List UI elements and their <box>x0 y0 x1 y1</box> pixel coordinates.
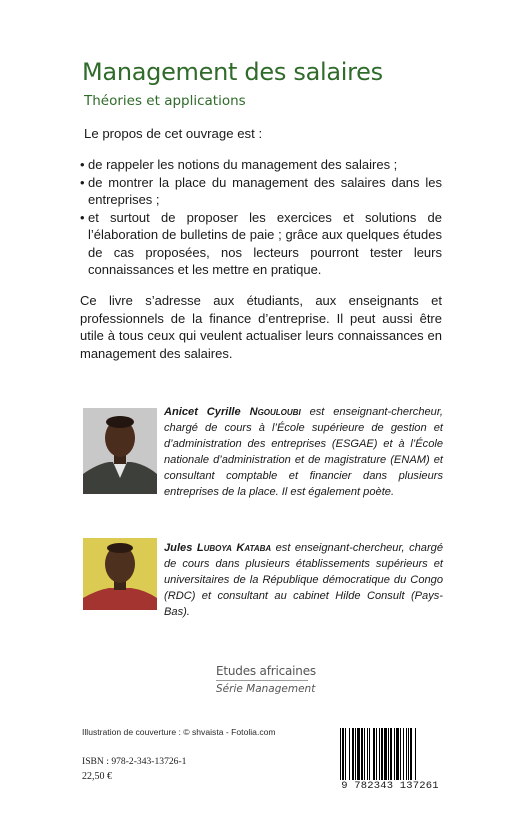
author-first-name: Anicet Cyrille <box>164 406 241 418</box>
purpose-item: • de montrer la place du management des salaires dans les entreprises ; <box>80 174 442 209</box>
barcode-bar <box>355 728 356 780</box>
barcode-bar <box>381 728 383 780</box>
purpose-item: • et surtout de proposer les exercices et solutions de l’élaboration de bulletins de paie ; grâce aux quelques études de cas proposées, nos lecteurs pourront tester leurs connaissances et les mettre en pratique. <box>80 209 442 279</box>
author-bio <box>164 404 443 500</box>
barcode-bar <box>342 728 344 780</box>
barcode-bar <box>357 728 360 780</box>
price: 22,50 € <box>82 771 112 782</box>
author-bio <box>164 540 443 620</box>
barcode-bar <box>403 728 404 780</box>
author-first-name: Jules <box>164 542 193 554</box>
barcode-bar <box>352 728 354 780</box>
author-photo-ngouloubi <box>83 408 157 494</box>
author-photo-luboya-kataba <box>83 538 157 610</box>
series-divider <box>216 680 308 681</box>
isbn: ISBN : 978-2-343-13726-1 <box>82 756 187 767</box>
barcode-bar <box>406 728 407 780</box>
barcode-bar <box>340 728 341 780</box>
cover-credit: Illustration de couverture : © shvaista - Fotolia.com <box>82 727 276 737</box>
barcode-bar <box>394 728 395 780</box>
series-subseries: Série Management <box>216 683 316 695</box>
barcode-bar <box>388 728 389 780</box>
barcode-bar <box>390 728 392 780</box>
author-last-name: Ngouloubi <box>249 406 301 418</box>
barcode-bar <box>408 728 409 780</box>
book-subtitle: Théories et applications <box>84 93 246 109</box>
barcode-bar <box>369 728 370 780</box>
barcode-bar <box>373 728 375 780</box>
barcode-bar <box>364 728 365 780</box>
purpose-item: • de rappeler les notions du management des salaires ; <box>80 156 442 174</box>
barcode-bar <box>400 728 401 780</box>
barcode-bar <box>376 728 377 780</box>
barcode-number: 9 782343 137261 <box>338 780 442 792</box>
barcode-bar <box>415 728 416 780</box>
author-bio-text: est enseignant-chercheur, chargé de cours dans plusieurs établissements supérieurs et universitaires de la République démocratique du Congo (RDC) et consultant au cabinet Hilde Consult (Pays-Bas). <box>164 542 443 618</box>
intro-text: Le propos de cet ouvrage est : <box>84 126 263 141</box>
barcode-bar <box>396 728 399 780</box>
barcode-bar <box>349 728 350 780</box>
barcode-bar <box>345 728 346 780</box>
purpose-list <box>80 156 442 279</box>
author-last-name: Luboya Kataba <box>196 542 272 554</box>
author-bio-text: est enseignant-chercheur, chargé de cours à l’École supérieure de gestion et d’administration des entreprises (ESGAE) et à l’École nationale d’administration et de magistrature (ENAM) et consultant comptable et financier dans plusieurs entreprises de la place. Il est également poète. <box>164 406 443 498</box>
barcode-bar <box>367 728 368 780</box>
barcode-bar <box>379 728 380 780</box>
series-name: Etudes africaines <box>216 664 316 678</box>
audience-paragraph: Ce livre s’adresse aux étudiants, aux enseignants et professionnels de la finance d’entreprise. Il peut aussi être utile à tous ceux qui veulent actualiser leurs connaissances en management des salaires. <box>80 293 442 361</box>
barcode-bar <box>410 728 412 780</box>
barcode-bar <box>384 728 387 780</box>
book-title: Management des salaires <box>82 58 383 86</box>
barcode-bar <box>361 728 363 780</box>
